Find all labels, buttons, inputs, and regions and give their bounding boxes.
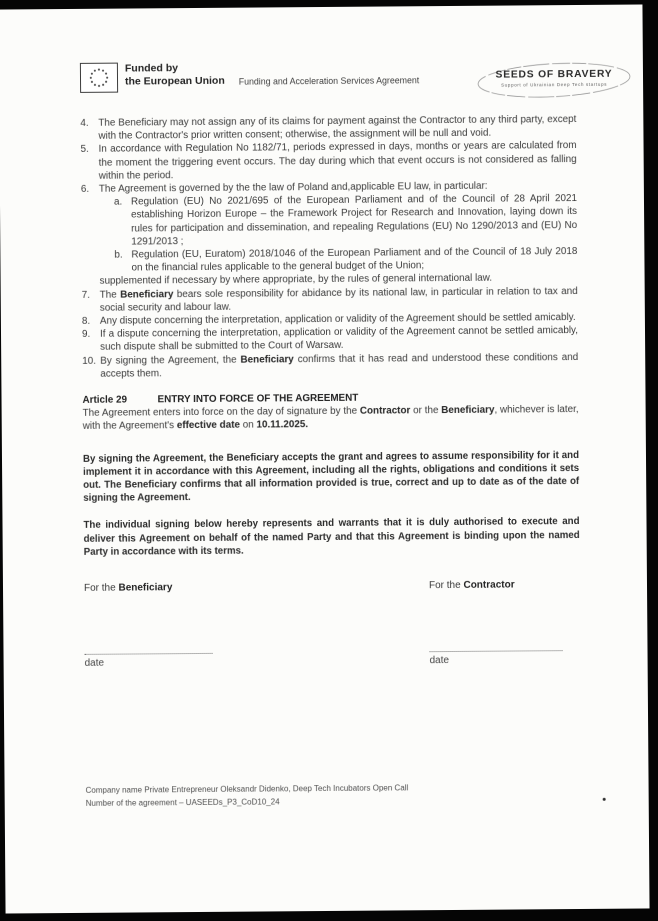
clause-number: 8. <box>81 315 91 327</box>
declaration-paragraph: By signing the Agreement, the Beneficiary accepts the grant and agrees to assume responsibility for it and implement it in accordance with this Agreement, including all the rights, obligations and conditions it sets out. The Beneficiary confirms that all information provided is true, correct and up to date as of the date of signing the Agreement. <box>82 449 580 505</box>
document-footer <box>86 782 409 810</box>
signature-contractor <box>429 579 581 666</box>
clause-number: 5. <box>80 144 89 156</box>
eu-flag-icon <box>80 63 118 93</box>
footer-company-line: Company name Private Entrepreneur Oleksandr Didenko, Deep Tech Incubators Open Call <box>85 783 409 795</box>
date-label: date <box>84 657 105 669</box>
clause-text: In accordance with Regulation No 1182/71, periods expressed in days, months or years are calculated from the moment the triggering event occurs. The day during which that event occurs is not considered as falling within the period. <box>98 140 577 182</box>
signature-section <box>84 579 581 669</box>
clause-number: 10. <box>82 355 97 367</box>
clause-text: Regulation (EU, Euratom) 2018/1046 of the European Parliament and of the Council of 18 July 2018 on the financial rules applicable to the general budget of the Union; <box>131 246 578 274</box>
clause-text: The Agreement is governed by the the law of Poland and,applicable EU law, in particular: <box>98 180 488 195</box>
clause-text: Regulation (EU) No 2021/695 of the European Parliament and of the Council of 28 April 2021 establishing Horizon Europe – the Framework Project for Research and Innovation, laying down its rules for participation and dissemination, and repealing Regulations (EU) No 1290/2013 and (EU) No 1291/2013 ; <box>130 193 578 248</box>
clause-item <box>81 139 577 183</box>
clause-text: The Beneficiary bears sole responsibility for abidance by its national law, in particular in relation to tax and social security and labour law. <box>99 285 578 314</box>
signature-dotted-line <box>430 650 563 652</box>
signature-beneficiary <box>84 580 430 669</box>
logo-title: SEEDS OF BRAVERY <box>495 68 613 81</box>
clause-item <box>114 245 577 275</box>
agreement-type-label: Funding and Acceleration Services Agreement <box>238 75 420 87</box>
article-29-section <box>82 390 578 434</box>
footer-agreement-number: Number of the agreement – UASEEDs_P3_CoD10_24 <box>85 796 280 808</box>
clause-text: By signing the Agreement, the Beneficiary confirms that it has read and understood these conditions and accepts them. <box>100 351 579 380</box>
article-paragraph: The Agreement enters into force on the day of signature by the Contractor or the Beneficiary, whichever is later, with the Agreement's effective date on 10.11.2025. <box>82 404 579 433</box>
date-label: date <box>429 655 450 667</box>
clause-item <box>82 351 578 381</box>
clause-text: The Beneficiary may not assign any of its claims for payment against the Contractor to any third party, except with the Contractor's prior written consent; otherwise, the assignment will be null and void. <box>98 114 577 142</box>
article-title: ENTRY INTO FORCE OF THE AGREEMENT <box>157 392 359 406</box>
signature-dotted-line <box>85 653 213 655</box>
eu-stars-icon <box>82 65 116 91</box>
clause-item <box>80 113 576 143</box>
funded-by-line1: Funded by <box>124 62 179 75</box>
clause-number: b. <box>114 249 123 261</box>
logo-tagline: Support of Ukrainian Deep Tech startups <box>501 81 608 88</box>
funded-by-label <box>125 62 225 89</box>
clause-number <box>82 275 100 288</box>
clause-number: 6. <box>80 183 90 195</box>
declaration-paragraph: The individual signing below hereby represents and warrants that it is duly authorised to execute and deliver this Agreement on behalf of the named Party and that this Agreement is binding upon the named Party in accordance with its terms. <box>83 516 580 558</box>
clause-item <box>82 285 578 315</box>
scan-dot-artifact <box>603 798 606 801</box>
clause-item <box>114 192 577 248</box>
clause-text: If a dispute concerning the interpretation, application or validity of the Agreement cannot be settled amicably, such dispute shall be submitted to the Court of Warsaw. <box>99 325 579 354</box>
signature-contractor-label: For the Contractor <box>428 579 515 592</box>
clause-number: 4. <box>80 117 89 129</box>
clause-number: a. <box>113 196 123 208</box>
clause-item <box>82 324 578 354</box>
clause-text: supplemented if necessary by where appropriate, by the rules of general international law. <box>99 273 493 288</box>
clause-number: 9. <box>81 329 91 341</box>
clause-text: Any dispute concerning the interpretation, application or validity of the Agreement should be settled amicably. <box>99 312 576 327</box>
clause-list <box>80 113 578 381</box>
document-page <box>0 4 650 913</box>
funded-by-line2: the European Union <box>124 74 225 88</box>
seeds-of-bravery-logo <box>475 60 633 105</box>
article-number: Article 29 <box>82 394 128 406</box>
signature-beneficiary-label: For the Beneficiary <box>83 582 173 594</box>
clause-number: 7. <box>81 289 90 301</box>
